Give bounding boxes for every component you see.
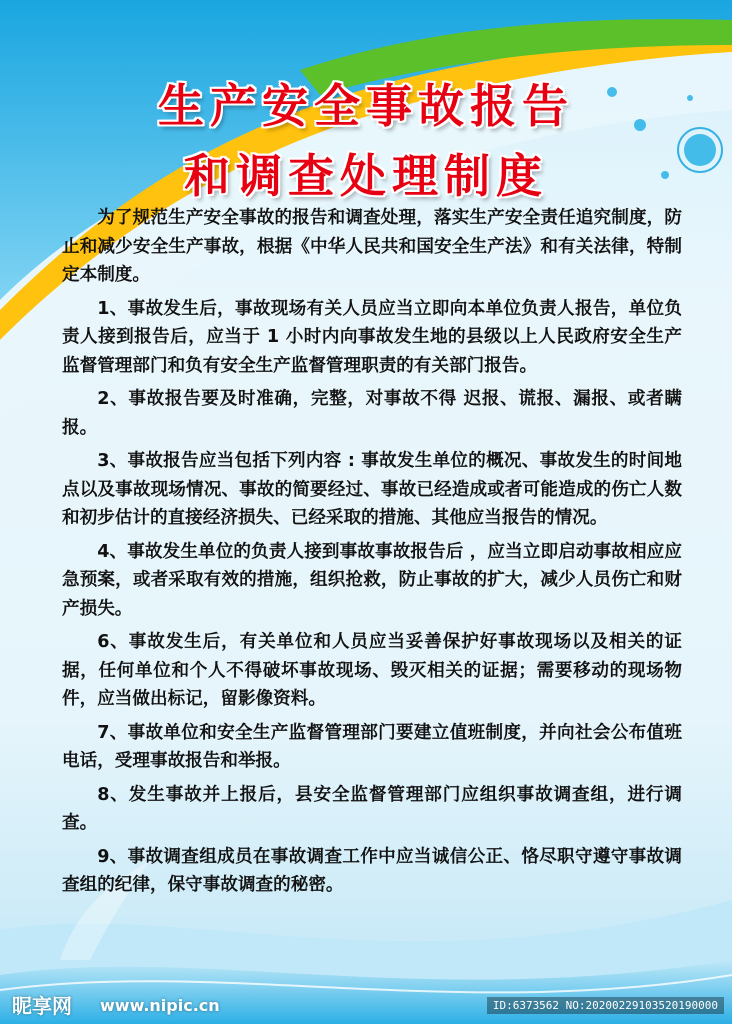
paragraph-intro: 为了规范生产安全事故的报告和调查处理，落实生产安全责任追究制度，防止和减少安全生产事故，根据《中华人民共和国安全生产法》和有关法律，特制定本制度。	[62, 208, 682, 285]
paragraph-item-4: 4、事故发生单位的负责人接到事故事故报告后 ，应当立即启动事故相应应急预案，或者采取有效的措施，组织抢救，防止事故的扩大，减少人员伤亡和财产损失。	[62, 541, 682, 619]
paragraph-item-6: 6、事故发生后，有关单位和人员应当妥善保护好事故现场以及相关的证据，任何单位和个人不得破坏事故现场、毁灭相关的证据；需要移动的现场物件，应当做出标记，留影像资料。	[62, 632, 682, 709]
paragraph-item-2: 2、事故报告要及时准确，完整，对事故不得 迟报、谎报、漏报、或者瞒报。	[62, 389, 682, 438]
title-line-2: 和调查处理制度	[184, 149, 548, 203]
paragraph-item-8: 8、发生事故并上报后，县安全监督管理部门应组织事故调查组，进行调查。	[62, 784, 682, 833]
paragraph-item-7: 7、事故单位和安全生产监督管理部门要建立值班制度，并向社会公布值班电话，受理事故报告和举报。	[62, 722, 682, 771]
paragraph-item-3: 3、事故报告应当包括下列内容 : 事故发生单位的概况、事故发生的时间地点以及事故现场情况、事故的简要经过、事故已经造成或者可能造成的伤亡人数和初步估计的直接经济损失、已经采取的措施、其他应当报告的情况。	[62, 451, 682, 528]
title-line-1: 生产安全事故报告	[158, 79, 574, 133]
regulation-body	[62, 204, 682, 905]
watermark-id: ID:6373562 NO:20200229103520190000	[487, 997, 724, 1014]
paragraph-item-9: 9、事故调查组成员在事故调查工作中应当诚信公正、恪尽职守遵守事故调查组的纪律，保守事故调查的秘密。	[62, 846, 682, 895]
paragraph-item-1: 1、事故发生后，事故现场有关人员应当立即向本单位负责人报告，单位负责人接到报告后，应当于 1 小时内向事故发生地的县级以上人民政府安全生产监督管理部门和负有安全生产监督管理职责的有关部门报告。	[62, 298, 682, 376]
watermark-brand: 昵享网	[12, 994, 72, 1018]
watermark-url: www.nipic.cn	[100, 996, 220, 1015]
